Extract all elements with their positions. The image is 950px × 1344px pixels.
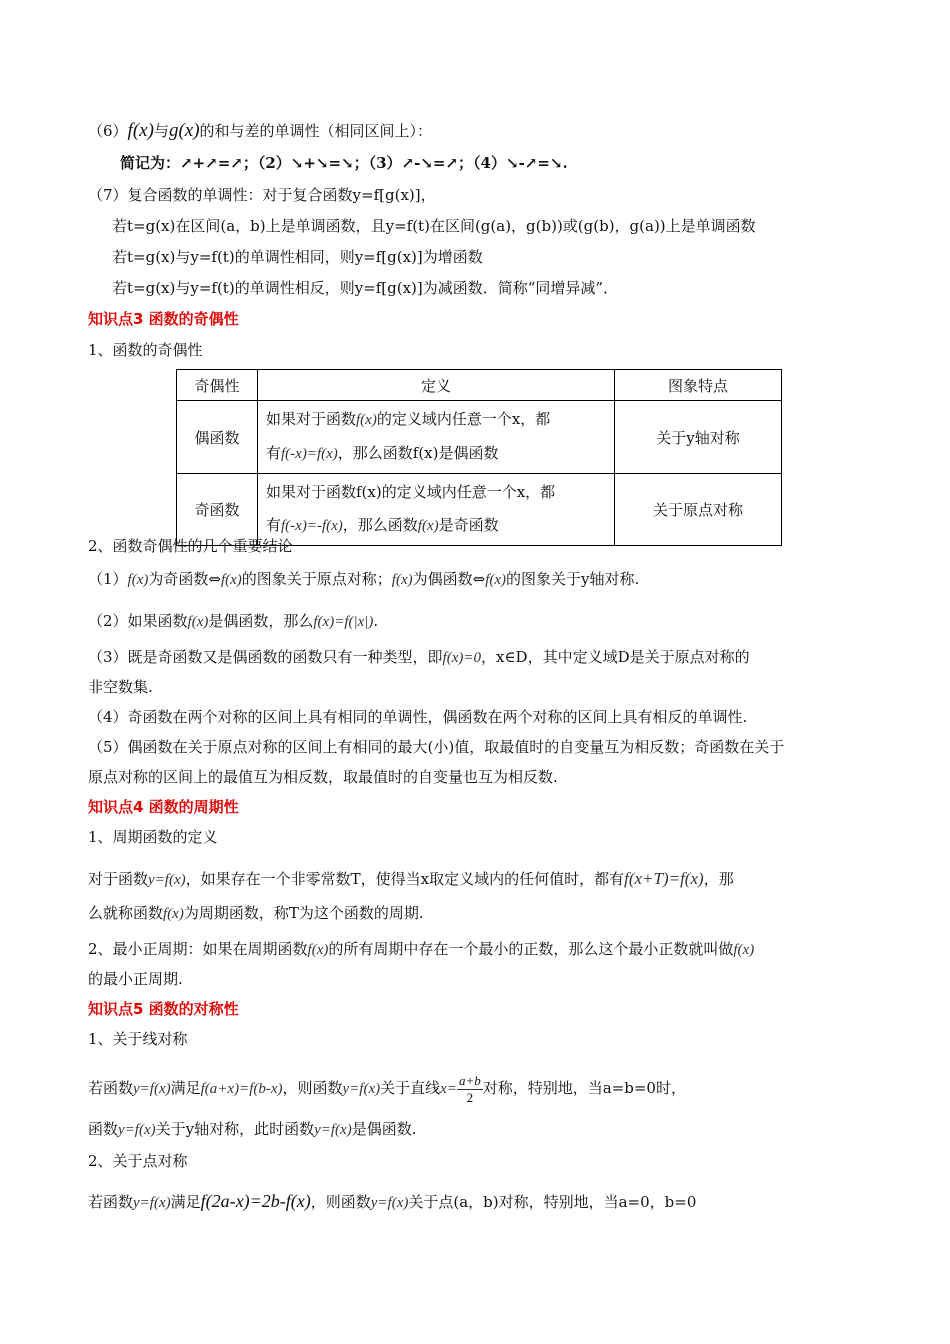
k5-sub1: 1、关于线对称 — [88, 1030, 188, 1048]
th-graph-feature: 图象特点 — [615, 370, 782, 401]
table-row-even — [177, 401, 782, 474]
k4-p2-line2: 的最小正周期. — [88, 970, 183, 988]
k4-p1-line2: 么就称函数f(x)为周期函数，称T为这个函数的周期. — [88, 904, 424, 922]
odd-definition: 如果对于函数f(x)的定义域内任意一个x，都 有f(-x)=-f(x)，那么函数f(x)是奇函数 — [258, 474, 615, 546]
th-definition: 定义 — [258, 370, 615, 401]
conclusion-5a: （5）偶函数在关于原点对称的区间上有相同的最大(小)值，取最值时的自变量互为相反数；奇函数在关于 — [88, 738, 785, 756]
composite-line1: （7）复合函数的单调性：对于复合函数y=f[g(x)]， — [88, 186, 436, 204]
conclusion-4: （4）奇函数在两个对称的区间上具有相同的单调性，偶函数在两个对称的区间上具有相反的单调性. — [88, 708, 748, 726]
k5-p2-line1: 若函数y=f(x)满足f(2a-x)=2b-f(x)，则函数y=f(x)关于点(a，b)对称，特别地，当a=0，b=0 — [88, 1191, 697, 1211]
composite-line2: 若t=g(x)在区间(a，b)上是单调函数，且y=f(t)在区间(g(a)，g(b))或(g(b)，g(a))上是单调函数 — [112, 217, 756, 235]
conclusion-1: （1）f(x)为奇函数⇔f(x)的图象关于原点对称；f(x)为偶函数⇔f(x)的图象关于y轴对称. — [88, 570, 640, 588]
composite-line3: 若t=g(x)与y=f(t)的单调性相同，则y=f[g(x)]为增函数 — [112, 248, 483, 266]
k5-p1-line2: 函数y=f(x)关于y轴对称，此时函数y=f(x)是偶函数. — [88, 1120, 417, 1138]
k4-p2-line1: 2、最小正周期：如果在周期函数f(x)的所有周期中存在一个最小的正数，那么这个最小正数就叫做f(x) — [88, 940, 755, 958]
fraction-a-plus-b-over-2: $\frac{a+b}{2}$ — [458, 1072, 481, 1105]
k4-sub1: 1、周期函数的定义 — [88, 828, 218, 846]
monotone-sum-line1: （6）f(x)与g(x)的和与差的单调性（相同区间上）： — [88, 120, 433, 141]
k4-heading: 知识点4 函数的周期性 — [88, 798, 239, 816]
math-g: g(x) — [168, 120, 200, 141]
conclusion-3-cont: 非空数集. — [88, 678, 153, 696]
monotone-sum-line2: 简记为：↗+↗=↗；（2）↘+↘=↘；（3）↗-↘=↗；（4）↘-↗=↘. — [120, 154, 568, 172]
composite-line4: 若t=g(x)与y=f(t)的单调性相反，则y=f[g(x)]为减函数．简称“同增异减”． — [112, 279, 619, 297]
odd-name: 奇函数 — [177, 474, 258, 546]
even-feature: 关于y轴对称 — [615, 401, 782, 474]
even-name: 偶函数 — [177, 401, 258, 474]
math-f: f(x) — [127, 120, 154, 141]
odd-feature: 关于原点对称 — [615, 474, 782, 546]
k3-sub2: 2、函数奇偶性的几个重要结论 — [88, 537, 293, 555]
k5-p1-line1: 若函数y=f(x)满足f(a+x)=f(b-x)，则函数y=f(x)关于直线x= $\frac{a+b}{2}$ 对称，特别地，当a=b=0时， — [88, 1072, 686, 1105]
k5-heading: 知识点5 函数的对称性 — [88, 1000, 239, 1018]
k3-heading: 知识点3 函数的奇偶性 — [88, 310, 239, 328]
th-parity: 奇偶性 — [177, 370, 258, 401]
conclusion-3: （3）既是奇函数又是偶函数的函数只有一种类型，即f(x)=0，x∈D，其中定义域D是关于原点对称的 — [88, 648, 750, 666]
conclusion-5b: 原点对称的区间上的最值互为相反数，取最值时的自变量也互为相反数. — [88, 768, 558, 786]
even-definition: 如果对于函数f(x)的定义域内任意一个x，都 有f(-x)=f(x)，那么函数f(x)是偶函数 — [258, 401, 615, 474]
k3-sub1: 1、函数的奇偶性 — [88, 341, 203, 359]
k5-sub2: 2、关于点对称 — [88, 1152, 188, 1170]
parity-table — [176, 369, 782, 546]
k4-p1-line1: 对于函数y=f(x)，如果存在一个非零常数T，使得当x取定义域内的任何值时，都有f(x+T)=f(x)，那 — [88, 869, 734, 888]
conclusion-2: （2）如果函数f(x)是偶函数，那么f(x)=f(|x|). — [88, 612, 379, 630]
